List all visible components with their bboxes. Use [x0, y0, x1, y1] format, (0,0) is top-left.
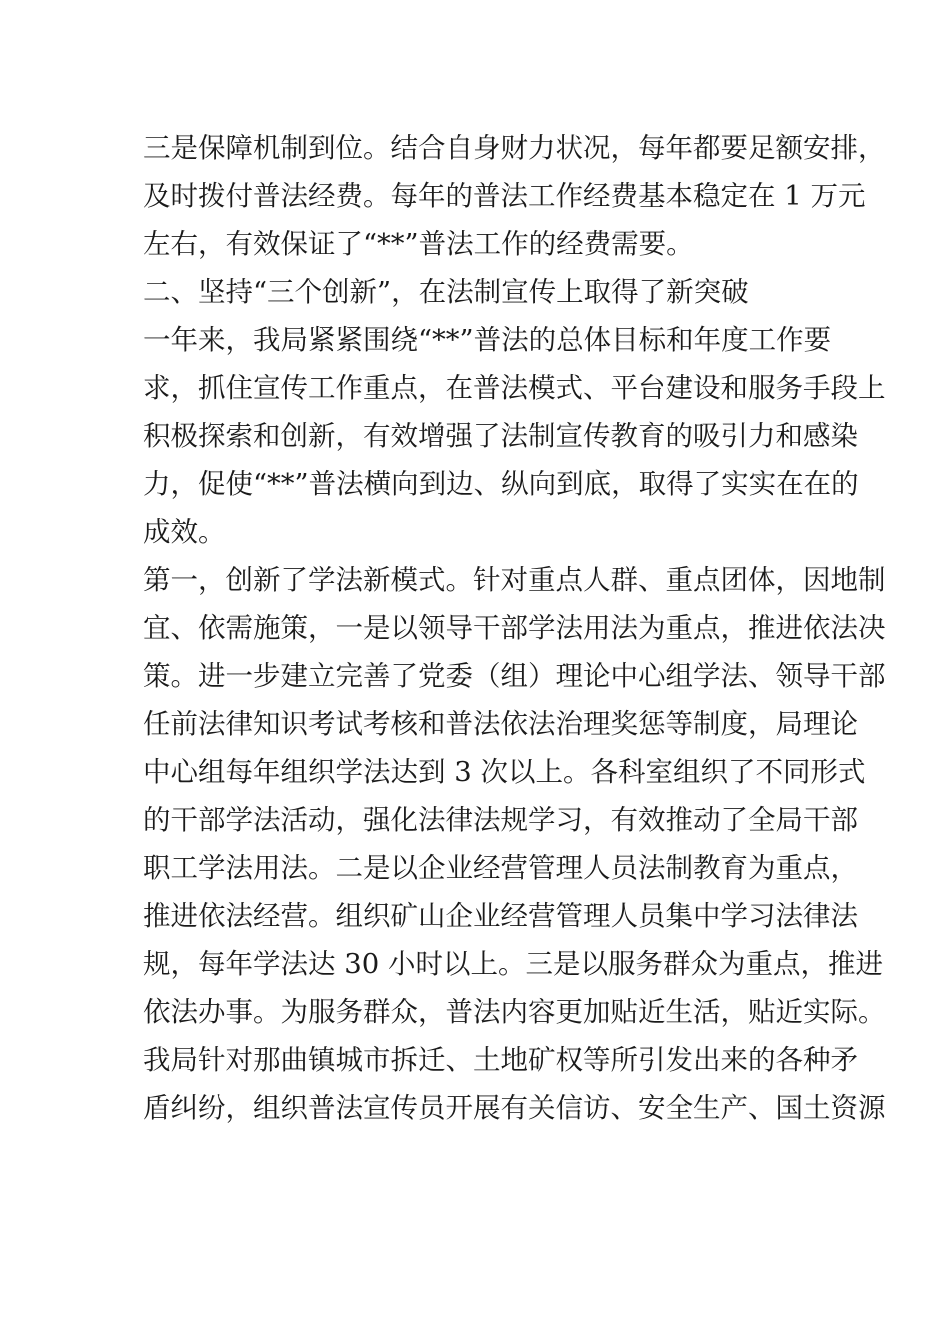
- text-line: 力，促使“**”普法横向到边、纵向到底，取得了实实在在的: [143, 468, 859, 500]
- body-text: [143, 124, 886, 1132]
- text-line: 积极探索和创新，有效增强了法制宣传教育的吸引力和感染: [143, 420, 858, 452]
- text-line: 及时拨付普法经费。每年的普法工作经费基本稳定在 1 万元: [143, 180, 866, 212]
- text-line: 左右，有效保证了“**”普法工作的经费需要。: [143, 228, 694, 260]
- text-line: 一年来，我局紧紧围绕“**”普法的总体目标和年度工作要: [143, 324, 832, 356]
- text-line: 策。进一步建立完善了党委（组）理论中心组学法、领导干部: [143, 660, 886, 692]
- text-line: 的干部学法活动，强化法律法规学习，有效推动了全局干部: [143, 804, 858, 836]
- text-line: 我局针对那曲镇城市拆迁、土地矿权等所引发出来的各种矛: [143, 1044, 858, 1076]
- text-line: 规，每年学法达 30 小时以上。三是以服务群众为重点，推进: [143, 948, 883, 980]
- section-heading: 二、坚持“三个创新”，在法制宣传上取得了新突破: [143, 276, 749, 308]
- text-line: 宜、依需施策，一是以领导干部学法用法为重点，推进依法决: [143, 612, 886, 644]
- text-line: 第一，创新了学法新模式。针对重点人群、重点团体，因地制: [143, 564, 886, 596]
- text-line: 依法办事。为服务群众，普法内容更加贴近生活，贴近实际。: [143, 996, 886, 1028]
- text-line: 推进依法经营。组织矿山企业经营管理人员集中学习法律法: [143, 900, 858, 932]
- text-line: 求，抓住宣传工作重点，在普法模式、平台建设和服务手段上: [143, 372, 886, 404]
- text-line: 中心组每年组织学法达到 3 次以上。各科室组织了不同形式: [143, 756, 866, 788]
- text-line: 任前法律知识考试考核和普法依法治理奖惩等制度，局理论: [143, 708, 858, 740]
- text-line: 职工学法用法。二是以企业经营管理人员法制教育为重点，: [143, 852, 858, 884]
- text-line: 盾纠纷，组织普法宣传员开展有关信访、安全生产、国土资源: [143, 1092, 886, 1124]
- text-line: 三是保障机制到位。结合自身财力状况，每年都要足额安排，: [143, 132, 886, 164]
- text-line: 成效。: [143, 516, 226, 548]
